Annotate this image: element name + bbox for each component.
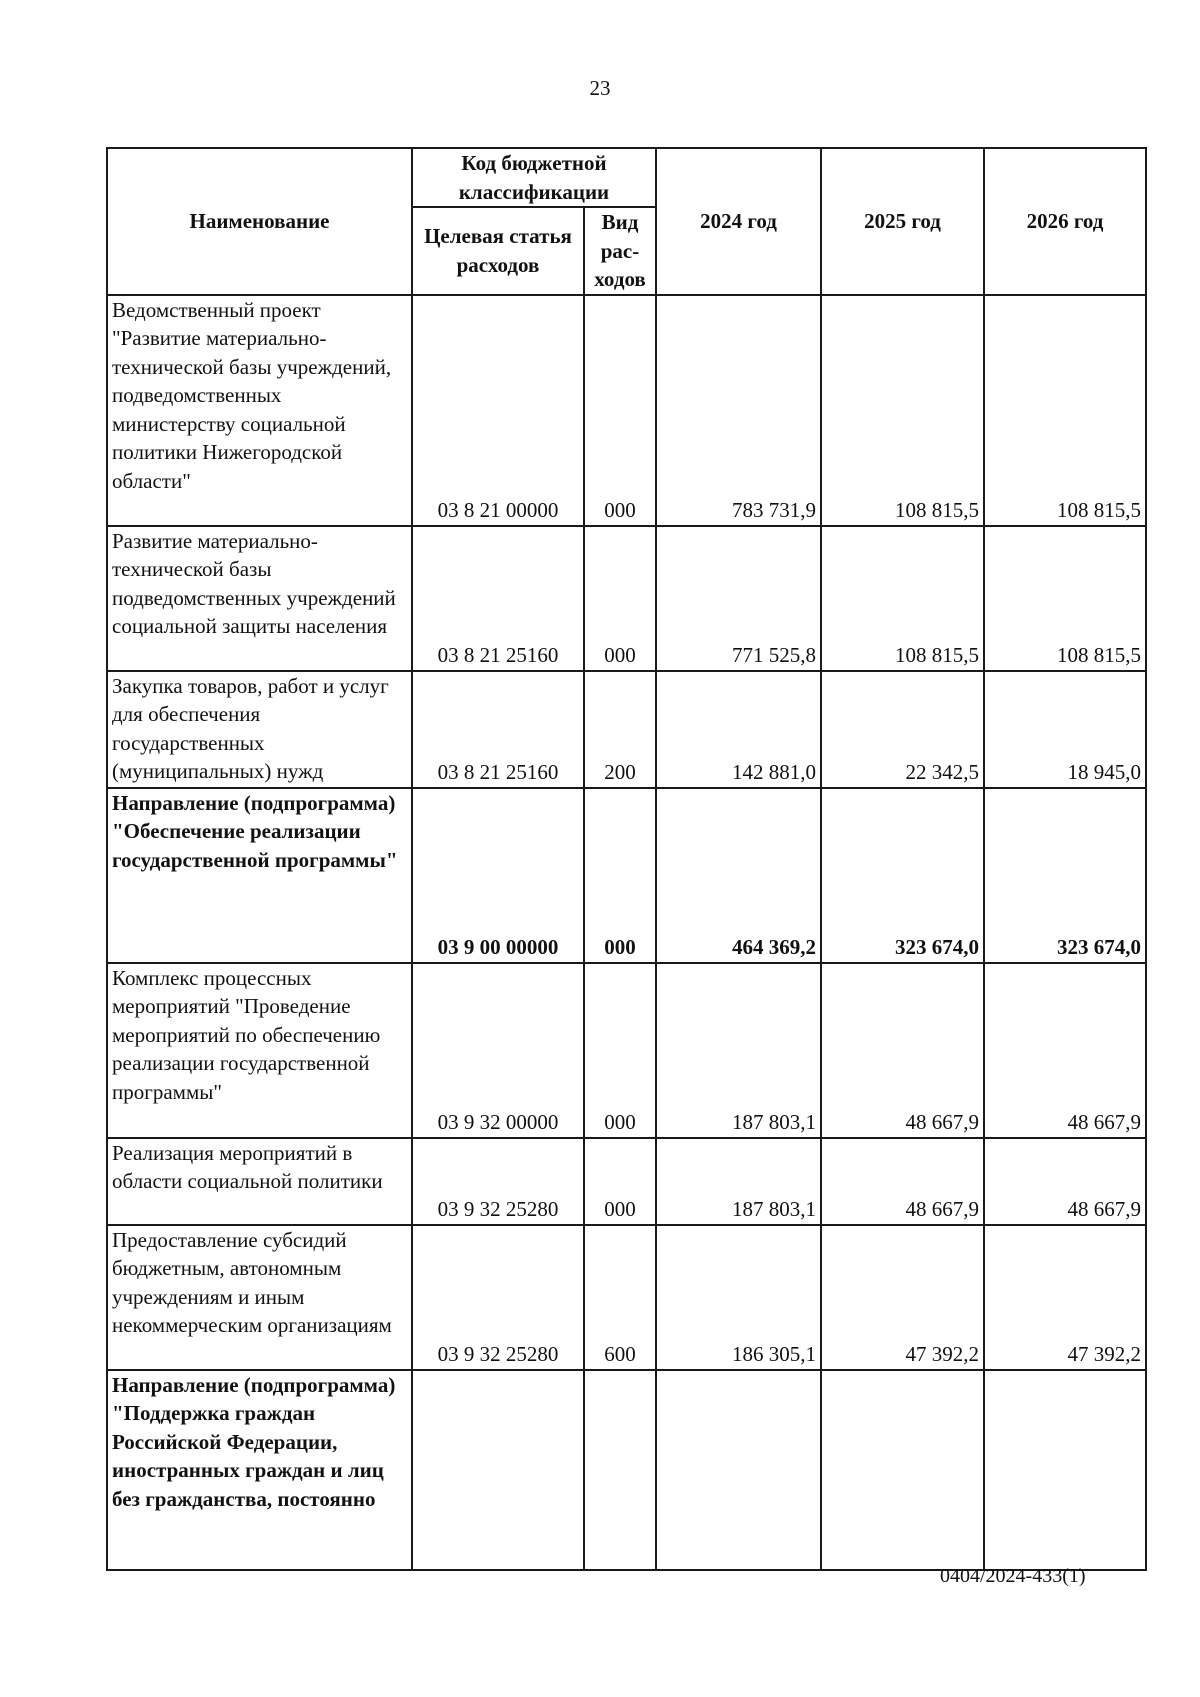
table-row (107, 526, 1146, 671)
header-expense-type: Вид рас-ходов (584, 207, 656, 295)
row-2026 (984, 1370, 1146, 1570)
table-row (107, 1138, 1146, 1225)
row-code (412, 1370, 584, 1570)
row-2024: 186 305,1 (656, 1225, 821, 1370)
document-code: 0404/2024-433(1) (940, 1565, 1086, 1587)
header-target-item: Целевая статья расходов (412, 207, 584, 295)
row-2026: 18 945,0 (984, 671, 1146, 788)
row-name: Развитие материально-технической базы подведомственных учреждений социальной защиты населения (107, 526, 412, 671)
row-2025 (821, 1370, 984, 1570)
row-2025: 48 667,9 (821, 1138, 984, 1225)
row-kind: 000 (584, 526, 656, 671)
row-name: Направление (подпрограмма) "Обеспечение реализации государственной программы" (107, 788, 412, 963)
row-2026: 108 815,5 (984, 295, 1146, 526)
row-2024: 187 803,1 (656, 1138, 821, 1225)
row-2024: 187 803,1 (656, 963, 821, 1138)
row-name: Комплекс процессных мероприятий "Проведение мероприятий по обеспечению реализации государственной программы" (107, 963, 412, 1138)
row-name: Ведомственный проект "Развитие материально-технической базы учреждений, подведомственных министерству социальной политики Нижегородской области" (107, 295, 412, 526)
header-2026: 2026 год (984, 148, 1146, 295)
row-2025: 108 815,5 (821, 295, 984, 526)
header-2025: 2025 год (821, 148, 984, 295)
row-kind: 000 (584, 1138, 656, 1225)
row-code: 03 9 32 25280 (412, 1225, 584, 1370)
row-2024: 464 369,2 (656, 788, 821, 963)
row-2025: 22 342,5 (821, 671, 984, 788)
row-code: 03 8 21 25160 (412, 526, 584, 671)
row-name: Реализация мероприятий в области социальной политики (107, 1138, 412, 1225)
budget-table (106, 147, 1147, 1571)
row-code: 03 8 21 25160 (412, 671, 584, 788)
header-code-group: Код бюджетной классификации (412, 148, 656, 207)
row-kind (584, 1370, 656, 1570)
row-2026: 108 815,5 (984, 526, 1146, 671)
row-kind: 200 (584, 671, 656, 788)
row-2026: 47 392,2 (984, 1225, 1146, 1370)
row-name: Предоставление субсидий бюджетным, автономным учреждениям и иным некоммерческим организациям (107, 1225, 412, 1370)
page-number: 23 (589, 76, 611, 100)
row-code: 03 9 00 00000 (412, 788, 584, 963)
row-kind: 600 (584, 1225, 656, 1370)
table-row (107, 788, 1146, 963)
row-name: Закупка товаров, работ и услуг для обеспечения государственных (муниципальных) нужд (107, 671, 412, 788)
row-2024: 771 525,8 (656, 526, 821, 671)
table-row (107, 963, 1146, 1138)
row-kind: 000 (584, 963, 656, 1138)
row-kind: 000 (584, 295, 656, 526)
table-row (107, 671, 1146, 788)
row-name: Направление (подпрограмма) "Поддержка граждан Российской Федерации, иностранных граждан и лиц без гражданства, постоянно (107, 1370, 412, 1570)
row-2024: 142 881,0 (656, 671, 821, 788)
table-row (107, 295, 1146, 526)
table-row (107, 1370, 1146, 1570)
row-2026: 48 667,9 (984, 1138, 1146, 1225)
row-2024: 783 731,9 (656, 295, 821, 526)
header-2024: 2024 год (656, 148, 821, 295)
row-2025: 47 392,2 (821, 1225, 984, 1370)
row-2025: 323 674,0 (821, 788, 984, 963)
row-2024 (656, 1370, 821, 1570)
header-name: Наименование (107, 148, 412, 295)
row-code: 03 8 21 00000 (412, 295, 584, 526)
row-2025: 48 667,9 (821, 963, 984, 1138)
row-code: 03 9 32 00000 (412, 963, 584, 1138)
row-2026: 323 674,0 (984, 788, 1146, 963)
table-row (107, 1225, 1146, 1370)
row-kind: 000 (584, 788, 656, 963)
row-code: 03 9 32 25280 (412, 1138, 584, 1225)
row-2025: 108 815,5 (821, 526, 984, 671)
row-2026: 48 667,9 (984, 963, 1146, 1138)
